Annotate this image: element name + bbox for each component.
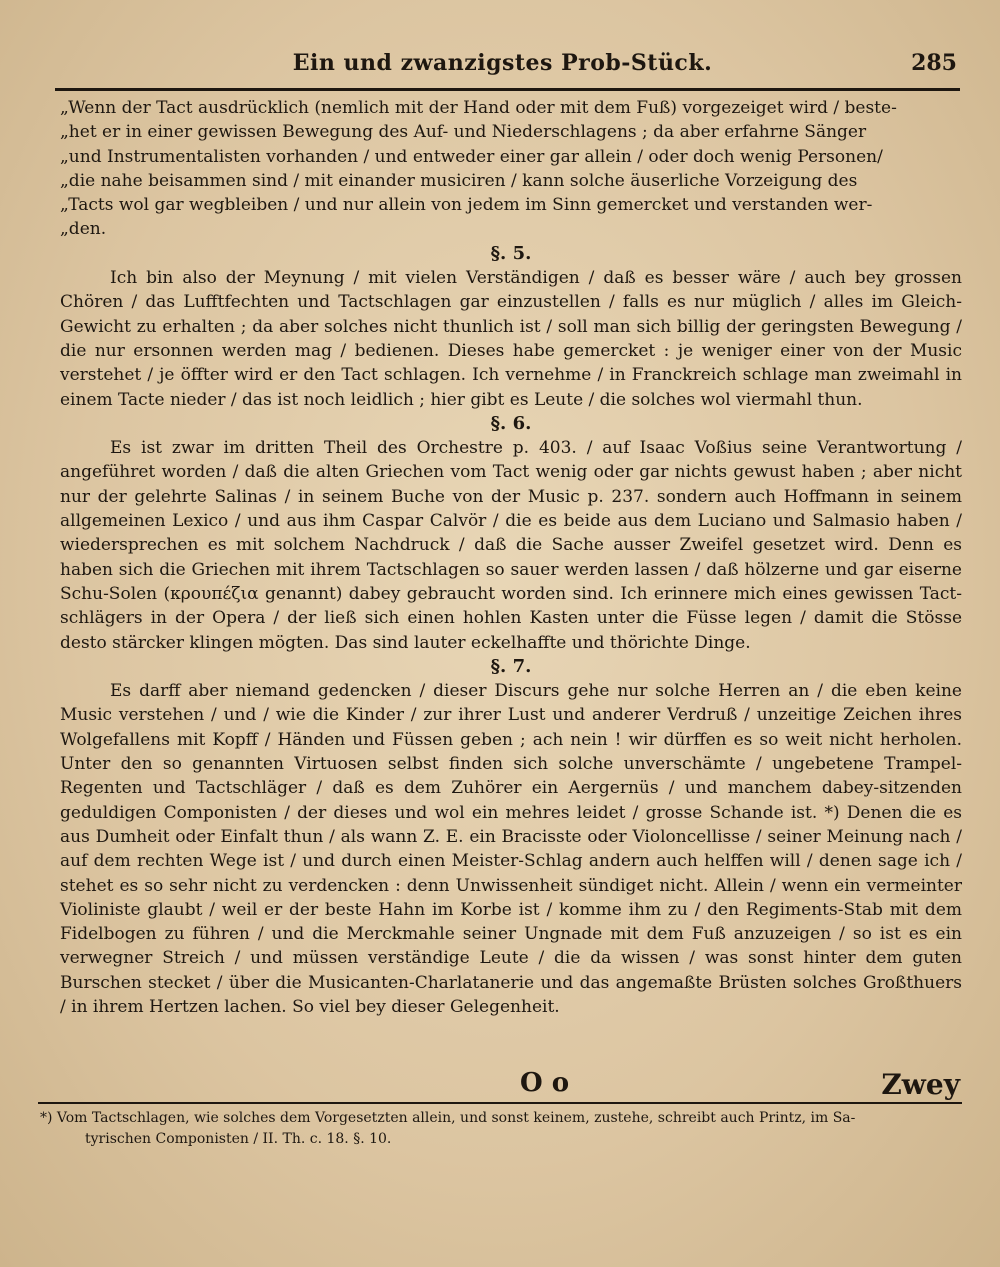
- header-rule: [55, 88, 960, 91]
- section-paragraph-7: Es darff aber niemand gedencken / dieser Discurs gehe nur solche Herren an / die eben keine Music verstehen / und / wie die Kinder / zur ihrer Lust und anderer Verdruß / unzeitige Zeichen ihres Wolgefallens mit Kopff / Händen und Füssen geben ; ach nein ! wir dürffen es so weit nicht herholen. Unter den so genannten Virtuosen selbst finden sich solche unverschämte / ungebetene Trampel-Regenten und Tactschläger / daß es dem Zuhörer ein Aergernüs / und manchem dabey-sitzenden geduldigen Componisten / der dieses und wol ein mehres leidet / grosse Schande ist. *) Denen die es aus Dumheit oder Einfalt thun / als wann Z. E. ein Bracisste oder Violoncellisse / seiner Meinung nach / auf dem rechten Wege ist / und durch einen Meister-Schlag andern auch helffen will / denen sage ich / stehet es so sehr nicht zu verdencken : denn Unwissenheit sündiget nicht. Allein / wenn ein vermeinter Violiniste glaubt / weil er der beste Hahn im Korbe ist / komme ihm zu / den Regiments-Stab mit dem Fidelbogen zu führen / und die Merckmahle seiner Ungnade mit dem Fuß anzuzeigen / so ist es ein verwegner Streich / und müssen verständige Leute / die da wissen / was sonst hinter dem guten Burschen stecket / über die Musicanten-Charlatanerie und das angemaßte Brüsten solches Großthuers / in ihrem Hertzen lachen. So viel bey dieser Gelegenheit.: [60, 681, 962, 1017]
- quote-line: „Tacts wol gar wegbleiben / und nur allein von jedem im Sinn gemercket und verstanden wer-: [60, 195, 873, 216]
- section-paragraph-5: Ich bin also der Meynung / mit vielen Verständigen / daß es besser wäre / auch bey grossen Chören / das Lufftfechten und Tactschlagen gar einzustellen / falls es nur müglich / alles im Gleich-Gewicht zu erhalten ; da aber solches nicht thunlich ist / soll man sich billig der geringsten Bewegung / die nur ersonnen werden mag / bedienen. Dieses habe gemercket : je weniger einer von der Music verstehet / je öffter wird er den Tact schlagen. Ich vernehme / in Franckreich schlage man zweimahl in einem Tacte nieder / das ist noch leidlich ; hier gibt es Leute / die solches wol viermahl thun.: [60, 268, 962, 410]
- footnote-rule: [38, 1102, 962, 1104]
- section-heading-5: §. 5.: [490, 242, 532, 264]
- quote-line: „Wenn der Tact ausdrücklich (nemlich mit der Hand oder mit dem Fuß) vorgezeiget wird / beste-: [60, 98, 897, 118]
- section-heading-7: §. 7.: [490, 655, 532, 677]
- page-number: 285: [911, 50, 957, 76]
- section-paragraph-6: Es ist zwar im dritten Theil des Orchestre p. 403. / auf Isaac Voßius seine Verantwortung / angeführet worden / daß die alten Griechen vom Tact wenig oder gar nichts gewust haben ; aber nicht nur der gelehrte Salinas / in seinem Buche von der Music p. 237. sondern auch Hoffmann in seinem allgemeinen Lexico / und aus ihm Caspar Calvör / die es beide aus dem Luciano und Salmasio haben / wiedersprechen es mit solchem Nachdruck / daß die Sache ausser Zweifel gesetzet wird. Denn es haben sich die Griechen mit ihrem Tactschlagen so sauer werden lassen / daß hölzerne und gar eiserne Schu-Solen (κρουπέζια genannt) dabey gebraucht worden sind. Ich erinnere mich eines gewissen Tact-schlägers in der Opera / der ließ sich einen hohlen Kasten unter die Füsse legen / damit die Stösse desto stärcker klingen mögten. Das sind lauter eckelhaffte und thörichte Dinge.: [60, 438, 962, 653]
- section-heading-6: §. 6.: [490, 412, 532, 434]
- running-title: Ein und zwanzigstes Prob-Stück.: [292, 50, 713, 76]
- footnote-line: tyrischen Componisten / II. Th. c. 18. §. 10.: [85, 1131, 392, 1147]
- signature-mark: O o: [520, 1068, 570, 1098]
- running-header: [40, 50, 965, 82]
- quote-line: „die nahe beisammen sind / mit einander musiciren / kann solche äuserliche Vorzeigung des: [60, 170, 858, 191]
- quote-line: „het er in einer gewissen Bewegung des Auf- und Niederschlagens ; da aber erfahrne Sänger: [60, 122, 867, 143]
- footnote-line: *) Vom Tactschlagen, wie solches dem Vorgesetzten allein, und sonst keinem, zustehe, schreibt auch Printz, im Sa-: [40, 1110, 856, 1126]
- quote-line: „und Instrumentalisten vorhanden / und entweder einer gar allein / oder doch wenig Personen/: [60, 146, 883, 167]
- quote-line: „den.: [60, 219, 107, 240]
- footnote: [40, 1108, 960, 1150]
- main-text: [60, 96, 962, 1019]
- catchline: [520, 1068, 960, 1104]
- catchword: Zwey: [881, 1068, 960, 1101]
